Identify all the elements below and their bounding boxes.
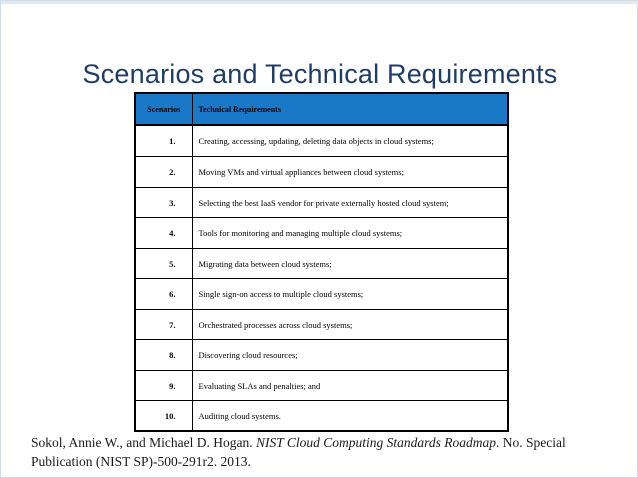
header-scenarios: Scenarios [136,94,192,125]
table-row [136,187,507,218]
scenario-number: 2. [136,157,192,188]
scenario-number: 7. [136,309,192,340]
scenario-number: 4. [136,218,192,249]
slide-title: Scenarios and Technical Requirements [82,59,558,89]
top-rule [1,1,638,4]
citation-work-title: NIST Cloud Computing Standards Roadmap [255,435,497,450]
scenario-number: 9. [136,370,192,401]
table-row [136,340,507,371]
scenario-number: 5. [136,248,192,279]
technical-requirement: Migrating data between cloud systems; [192,248,507,279]
citation-authors: Sokol, Annie W., and Michael D. Hogan. [31,435,256,450]
technical-requirement: Evaluating SLAs and penalties; and [192,370,507,401]
citation-details: . No. Special Publication (NIST SP)-500-291r2. 2013. [31,435,566,469]
technical-requirement: Discovering cloud resources; [192,340,507,371]
table-row [136,218,507,249]
technical-requirement: Selecting the best IaaS vendor for private externally hosted cloud system; [192,187,507,218]
scenario-number: 10. [136,401,192,430]
table-row [136,309,507,340]
scenario-number: 8. [136,340,192,371]
technical-requirement: Creating, accessing, updating, deleting data objects in cloud systems; [192,125,507,157]
technical-requirement: Tools for monitoring and managing multiple cloud systems; [192,218,507,249]
scenario-number: 1. [136,125,192,157]
table-row [136,157,507,188]
header-technical-requirements: Technical Requirements [192,94,507,125]
requirements-table [134,92,509,432]
table-row [136,370,507,401]
table-row [136,125,507,157]
technical-requirement: Single sign-on access to multiple cloud systems; [192,279,507,310]
table-row [136,401,507,430]
table-header-row [136,94,507,125]
citation [31,433,621,471]
technical-requirement: Orchestrated processes across cloud systems; [192,309,507,340]
scenario-number: 6. [136,279,192,310]
scenario-number: 3. [136,187,192,218]
technical-requirement: Auditing cloud systems. [198,410,281,421]
table-row [136,279,507,310]
technical-requirement: Moving VMs and virtual appliances between cloud systems; [192,157,507,188]
table-row [136,248,507,279]
